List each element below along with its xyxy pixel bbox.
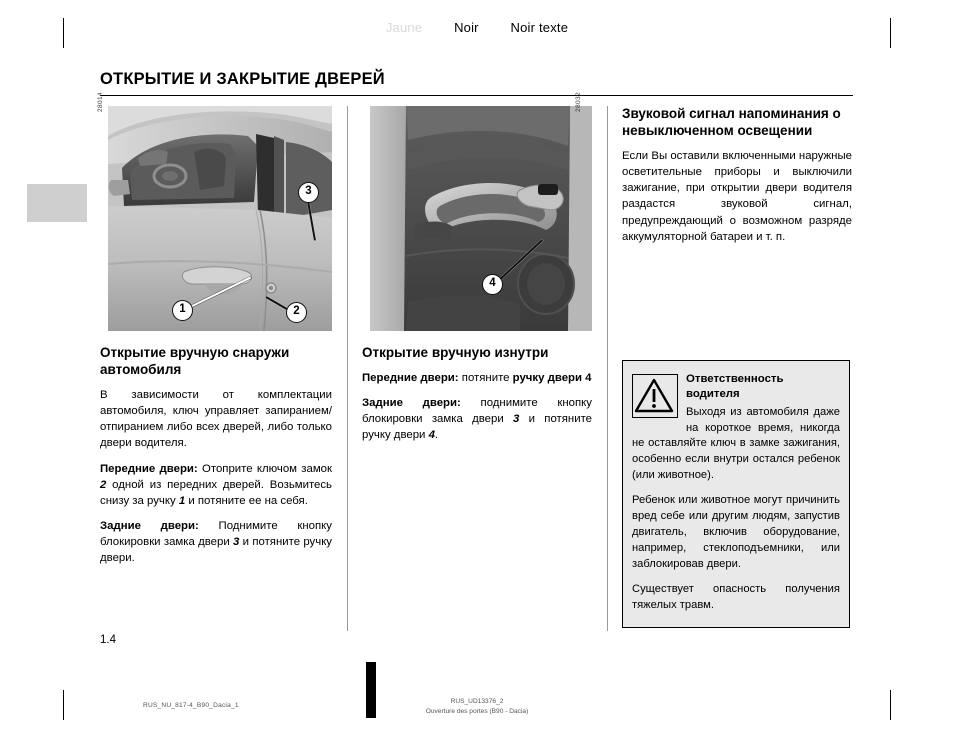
label-rear-doors: Задние двери: [100,520,199,533]
warning-triangle-glyph [633,375,675,415]
page-number: 1.4 [100,634,116,646]
rear-doors-text-b: и потяните ручку двери. [100,536,332,565]
rear-doors-interior-text-b: и потяните ручку двери [362,413,592,442]
callout-1: 1 [172,300,193,321]
warning-triangle-icon [632,374,678,418]
warning-paragraph-2: Ребенок или животное могут причинить вред себе или другим людям, запустив двигатель, включив оборудование, например, стеклоподъемники, или заблокировав двери. [632,494,840,570]
rear-doors-text-a: Поднимите кнопку блокировки замка двери [100,520,332,549]
footer-left-code: RUS_NU_817-4_B90_Dacia_1 [143,702,239,709]
registration-mark-jaune: Jaune [385,20,423,35]
paragraph-rear-doors-interior [362,395,592,444]
page-title: ОТКРЫТИЕ И ЗАКРЫТИЕ ДВЕРЕЙ [100,70,385,88]
warning-paragraph-1: Выходя из автомобиля даже на короткое время, никогда не оставляйте ключ в замке зажигания, особенно если внутри остался ребенок (или животное). [632,405,840,482]
front-doors-ref-2: 2 [100,478,107,491]
column-divider-1 [347,106,348,631]
paragraph-rear-doors-exterior [100,518,332,567]
front-doors-ref-1: 1 [178,494,186,507]
section-heading-buzzer: Звуковой сигнал напоминания о невыключенном освещении [622,106,841,138]
figure-code-left: 28014 [97,91,104,112]
figure-image-exterior [108,106,332,331]
column-three [622,106,852,254]
margin-chapter-tab [27,184,87,222]
rear-doors-ref-3: 3 [233,536,240,549]
rear-doors-interior-ref-4: 4 [428,429,435,442]
title-divider [100,95,853,96]
front-doors-text-c: и потяните ее на себя. [185,494,308,507]
column-divider-2 [607,106,608,631]
figure-exterior-door [97,91,332,331]
column-two [362,91,592,453]
front-doors-text-a: Отоприте ключом замок [197,462,332,475]
rear-doors-interior-ref-3: 3 [512,413,520,426]
figure-code-right: 28032 [575,91,582,112]
warning-paragraph-3: Существует опасность получения тяжелых травм. [632,582,840,611]
section-heading-interior: Открытие вручную изнутри [362,345,549,360]
figure-image-interior [370,106,592,331]
registration-bar [0,20,954,35]
paragraph-front-doors-interior [362,370,592,386]
callout-2: 2 [286,302,307,323]
registration-mark-noir: Noir [454,20,479,35]
footer-center-code: RUS_UD13376_2 [450,698,504,705]
rear-doors-interior-text-a: поднимите кнопку блокировки замка двери [362,397,592,426]
footer-center-title: Ouverture des portes (B90 - Dacia) [425,707,529,715]
footer-center-info [0,697,954,716]
callout-3: 3 [298,182,319,203]
section-heading-exterior: Открытие вручную снаружи автомобиля [100,345,290,377]
figure-interior-door [362,91,592,331]
rear-doors-interior-text-c: . [434,429,439,442]
front-doors-text-b: одной из передних дверей. Возьмитесь снизу за ручку [100,478,332,507]
column-one [97,91,332,576]
paragraph-front-doors-exterior [100,461,332,510]
label-front-doors: Передние двери: [100,462,198,475]
interior-door-illustration [370,106,592,331]
front-doors-interior-text: потяните [458,371,513,384]
paragraph-buzzer: Если Вы оставили включенными наружные осветительные приборы и выключили зажигание, при открытии двери водителя раздастся звуковой сигнал, предупреждающий о возможном разряде аккумуляторной батареи и т. п. [622,149,852,243]
label-front-doors-interior: Передние двери: [362,371,459,384]
label-rear-doors-interior: Задние двери: [362,397,461,410]
driver-responsibility-warning-box [622,360,850,628]
exterior-door-illustration [108,106,332,331]
warning-title: Ответственность водителя [686,373,784,400]
warning-header [632,372,840,484]
callout-4: 4 [482,274,503,295]
paragraph-key-info-text: В зависимости от комплектации автомобиля, ключ управляет запиранием/отпиранием либо всех дверей, либо только двери водителя. [100,388,332,450]
front-doors-interior-bold-tail: ручку двери 4 [512,371,592,384]
paragraph-key-info [100,387,332,452]
registration-mark-noir-texte: Noir texte [510,20,569,35]
